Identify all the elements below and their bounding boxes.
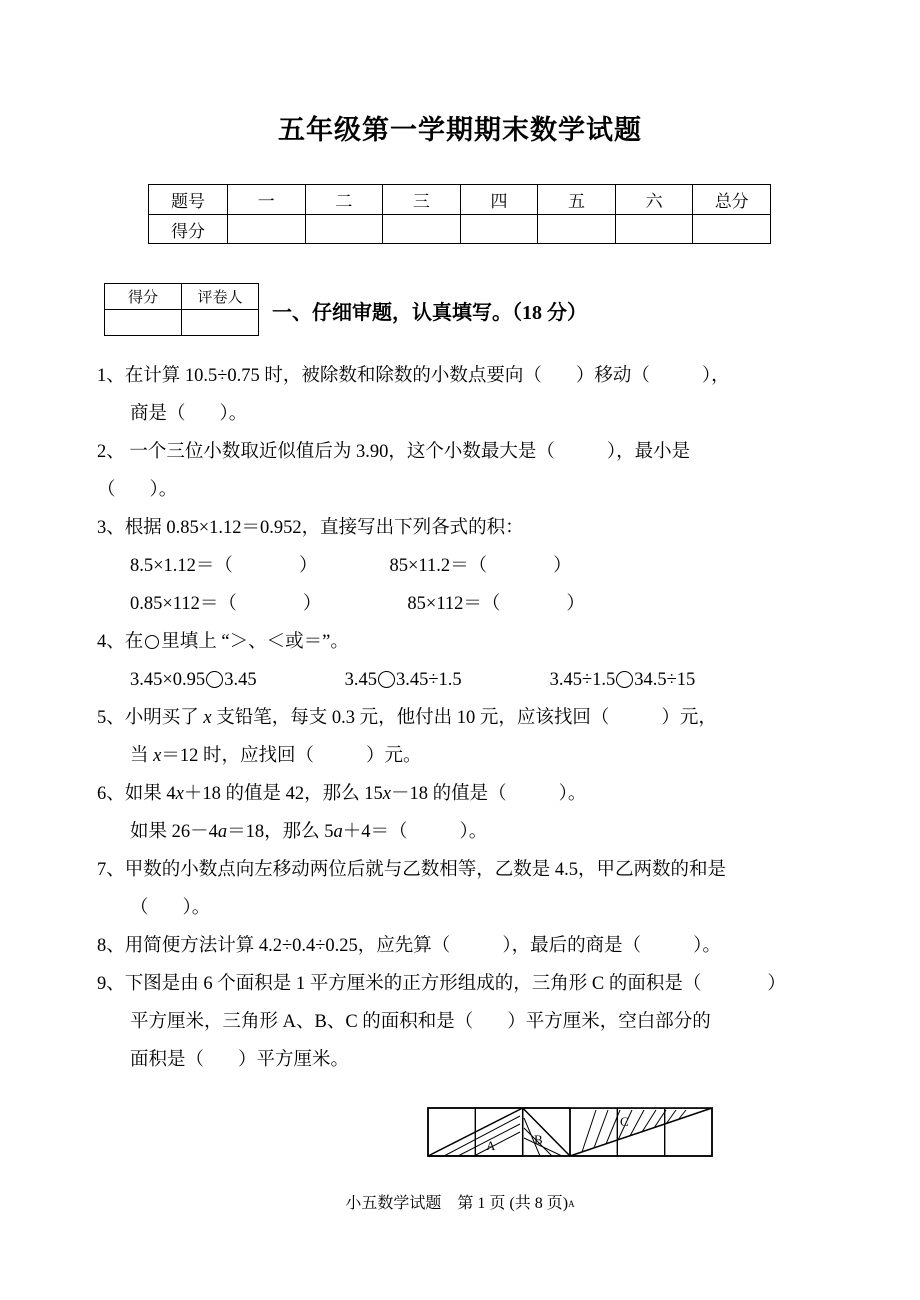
q6-variable-x-1: x — [175, 784, 184, 804]
score-row-label-points: 得分 — [149, 215, 228, 244]
q1-text-c: ）， — [701, 366, 730, 386]
question-2-line-2 — [97, 471, 857, 509]
q4-item3-left: 3.45÷1.5 — [549, 670, 616, 690]
q6-a: 6、如果 4 — [97, 784, 176, 804]
q3-r1-left: 8.5×1.12＝（ — [130, 556, 233, 576]
q1-text-b: ）移动（ — [575, 366, 650, 386]
footer-mark: A — [568, 1199, 575, 1209]
q2-text-a: 2、 一个三位小数取近似值后为 3.90，这个小数最大是（ — [97, 442, 555, 462]
section-heading-1: 一、仔细审题，认真填写。（18 分） — [272, 302, 587, 324]
q6-variable-a-1: a — [217, 822, 228, 842]
q9-a: 9、下图是由 6 个面积是 1 平方厘米的正方形组成的，三角形 C 的面积是（ — [97, 974, 702, 994]
q3-r1-right: 85×11.2＝（ — [389, 556, 488, 576]
circle-icon — [145, 635, 159, 649]
q1-line2-b: ）。 — [219, 404, 248, 424]
score-col-5: 五 — [538, 185, 616, 215]
q8-c: ）。 — [693, 936, 721, 956]
q2-text-b: ），最小是 — [606, 442, 691, 462]
q6-c: －18 的值是（ — [390, 784, 507, 804]
q3-r1-right-close: ） — [553, 556, 572, 576]
q7-l2-b: ）。 — [182, 898, 211, 918]
grader-value-marker[interactable] — [182, 310, 259, 336]
circle-icon[interactable] — [206, 671, 223, 688]
score-cell-5[interactable] — [538, 215, 616, 244]
q4-item1-right: 3.45 — [224, 670, 257, 690]
q5-l2-b: ＝12 时，应找回（ — [161, 746, 314, 766]
q6-b: ＋18 的值是 42，那么 15 — [183, 784, 383, 804]
q5-variable-x-2: x — [153, 746, 162, 766]
q8-b: ），最后的商是（ — [502, 936, 642, 956]
q4-item1-left: 3.45×0.95 — [130, 670, 206, 690]
q1-text-a: 1、在计算 10.5÷0.75 时，被除数和除数的小数点要向（ — [97, 366, 542, 386]
score-cell-2[interactable] — [305, 215, 383, 244]
score-cell-1[interactable] — [228, 215, 306, 244]
q1-line2-a: 商是（ — [130, 404, 186, 424]
q3-r2-left-close: ） — [302, 594, 322, 614]
q5-l2-a: 当 — [130, 746, 154, 766]
score-cell-6[interactable] — [615, 215, 693, 244]
q5-a: 5、小明买了 — [97, 708, 204, 728]
question-5-line-2 — [97, 737, 857, 775]
question-3-row-2 — [97, 585, 857, 623]
question-6-line-1 — [97, 775, 857, 813]
footer-text: 小五数学试题 第 1 页 (共 8 页) — [345, 1195, 569, 1212]
q4-stem-a: 4、在 — [97, 632, 144, 652]
page-footer — [0, 1190, 920, 1213]
q8-a: 8、用简便方法计算 4.2÷0.4÷0.25，应先算（ — [97, 936, 451, 956]
q4-stem-b: 里填上 “＞、＜或＝”。 — [161, 632, 349, 652]
q5-b: 支铅笔，每支 0.3 元，他付出 10 元，应该找回（ — [211, 708, 610, 728]
q9-b: ） — [767, 974, 786, 994]
score-col-6: 六 — [615, 185, 693, 215]
question-7-line-1: 7、甲数的小数点向左移动两位后就与乙数相等，乙数是 4.5，甲乙两数的和是 — [97, 860, 727, 880]
figure-label-b: B — [534, 1132, 543, 1147]
grader-value-row — [105, 310, 259, 336]
q3-r2-right-close: ） — [566, 594, 585, 614]
grader-header-marker: 评卷人 — [182, 284, 259, 310]
q4-item2-right: 3.45÷1.5 — [395, 670, 462, 690]
circle-icon[interactable] — [378, 671, 395, 688]
figure-label-c: C — [620, 1114, 629, 1129]
grader-header-row — [105, 284, 259, 310]
q5-variable-x: x — [203, 708, 212, 728]
score-col-3: 三 — [383, 185, 461, 215]
table-row-scores — [149, 215, 771, 244]
table-row-header — [149, 185, 771, 215]
q6-variable-a-2: a — [333, 822, 343, 842]
score-summary-table — [148, 184, 771, 244]
score-cell-total[interactable] — [693, 215, 771, 244]
score-col-total: 总分 — [693, 185, 771, 215]
q9-l3-a: 面积是（ — [130, 1050, 205, 1070]
question-6-line-2 — [97, 813, 857, 851]
question-3-row-1 — [97, 547, 857, 585]
question-9-line-3 — [97, 1041, 857, 1079]
q7-l2-a: （ — [130, 898, 149, 918]
q9-l2-a: 平方厘米，三角形 A、B、C 的面积和是（ — [130, 1012, 474, 1032]
score-cell-3[interactable] — [383, 215, 461, 244]
question-1-line-1 — [97, 357, 857, 395]
q2-line2-b: ）。 — [149, 480, 178, 500]
question-8-line-1 — [97, 927, 857, 965]
question-5-line-1 — [97, 699, 857, 737]
q5-c: ）元， — [661, 708, 717, 728]
page-title: 五年级第一学期期末数学试题 — [278, 115, 642, 145]
q3-r1-left-close: ） — [298, 556, 318, 576]
question-9-figure — [424, 1104, 716, 1160]
score-row-label-number: 题号 — [149, 185, 228, 215]
q6-l2-c: ＋4＝（ — [342, 822, 408, 842]
score-col-1: 一 — [228, 185, 306, 215]
q5-l2-c: ）元。 — [366, 746, 422, 766]
question-7-line-2 — [97, 889, 857, 927]
question-9-line-1 — [97, 965, 857, 1003]
figure-label-a: A — [486, 1138, 496, 1153]
questions-container — [97, 357, 857, 1079]
circle-icon[interactable] — [616, 671, 633, 688]
q6-l2-d: ）。 — [459, 822, 488, 842]
q3-r2-right: 85×112＝（ — [407, 594, 501, 614]
q6-variable-x-2: x — [382, 784, 391, 804]
q3-r2-left: 0.85×112＝（ — [130, 594, 237, 614]
grader-header-score: 得分 — [105, 284, 182, 310]
question-4-stem — [97, 623, 857, 661]
grader-box — [104, 283, 259, 336]
q6-d: ）。 — [558, 784, 587, 804]
question-9-line-2 — [97, 1003, 857, 1041]
question-3-stem: 3、根据 0.85×1.12＝0.952，直接写出下列各式的积： — [97, 518, 524, 538]
question-1-line-2 — [97, 395, 857, 433]
q4-item2-left: 3.45 — [344, 670, 377, 690]
q6-l2-a: 如果 26－4 — [130, 822, 218, 842]
score-col-4: 四 — [460, 185, 538, 215]
q2-line2-a: （ — [97, 480, 116, 500]
question-4-items — [97, 661, 857, 699]
q9-l3-b: ）平方厘米。 — [238, 1050, 350, 1070]
q4-item3-right: 34.5÷15 — [634, 670, 696, 690]
score-col-2: 二 — [305, 185, 383, 215]
q6-l2-b: ＝18，那么 5 — [227, 822, 334, 842]
q9-l2-b: ）平方厘米，空白部分的 — [507, 1012, 711, 1032]
grader-value-score[interactable] — [105, 310, 182, 336]
score-cell-4[interactable] — [460, 215, 538, 244]
question-2-line-1 — [97, 433, 857, 471]
